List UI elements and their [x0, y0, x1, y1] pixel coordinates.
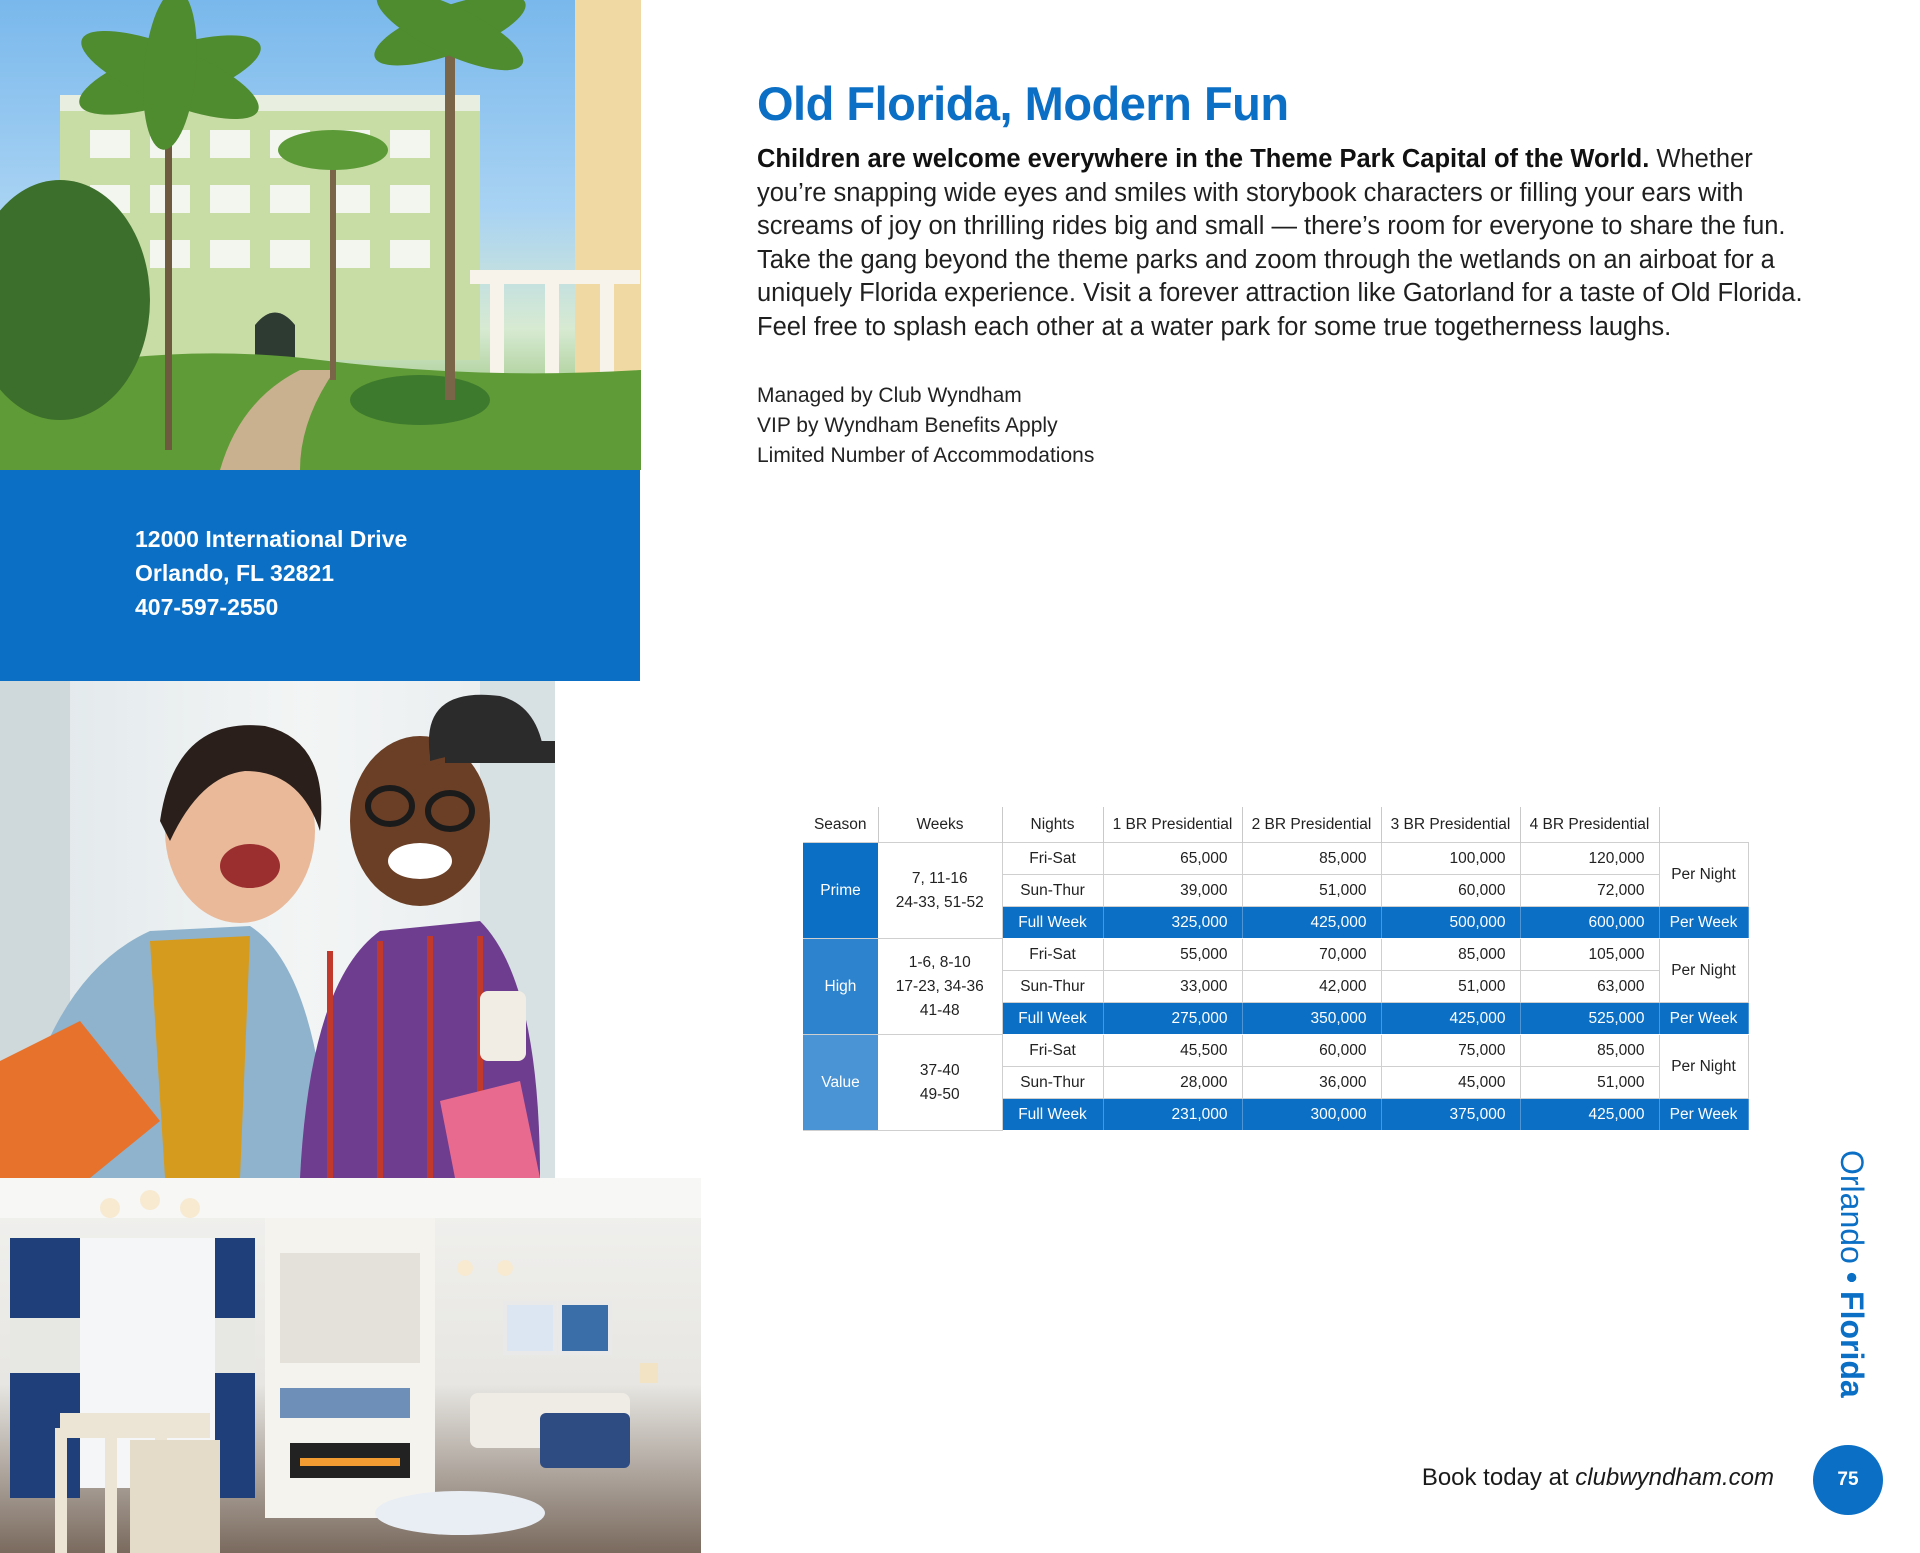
side-location-text [1833, 1150, 1870, 1398]
points-cell: 375,000 [1381, 1099, 1520, 1131]
weeks-line: 49-50 [919, 1085, 960, 1103]
nights-cell: Sun-Thur [1002, 971, 1103, 1003]
unit-per-week: Per Week [1659, 1099, 1748, 1131]
points-cell: 42,000 [1242, 971, 1381, 1003]
points-cell: 72,000 [1520, 875, 1659, 907]
weeks-line: 41-48 [919, 1001, 960, 1019]
nights-cell: Fri-Sat [1002, 1035, 1103, 1067]
points-cell: 33,000 [1103, 971, 1242, 1003]
side-separator: • [1834, 1271, 1870, 1284]
unit-per-week: Per Week [1659, 1003, 1748, 1035]
nights-cell: Full Week [1002, 907, 1103, 939]
points-cell: 600,000 [1520, 907, 1659, 939]
points-cell: 65,000 [1103, 843, 1242, 875]
table-row [803, 1035, 1748, 1067]
couple-illustration [0, 681, 555, 1178]
address-phone[interactable]: 407-597-2550 [135, 594, 279, 620]
nights-cell: Sun-Thur [1002, 875, 1103, 907]
points-cell: 425,000 [1381, 1003, 1520, 1035]
points-cell: 28,000 [1103, 1067, 1242, 1099]
footer-booking-text [1422, 1464, 1774, 1492]
footer-website-link[interactable]: clubwyndham.com [1575, 1464, 1774, 1491]
table-row [803, 939, 1748, 971]
header-unit [1659, 807, 1748, 843]
points-cell: 63,000 [1520, 971, 1659, 1003]
points-cell: 60,000 [1242, 1035, 1381, 1067]
points-cell: 275,000 [1103, 1003, 1242, 1035]
address-city: Orlando, FL 32821 [135, 560, 334, 586]
points-cell: 60,000 [1381, 875, 1520, 907]
weeks-high [878, 939, 1002, 1035]
points-cell: 425,000 [1242, 907, 1381, 939]
intro-body: Whether you’re snapping wide eyes and smiles with storybook characters or filling your ears with screams of joy on thrilling rides big and small — there’s room for everyone to share the fun. Take the gang beyond the theme parks and zoom through the wetlands on an airboat for a uniquely Florida experience. Visit a forever attraction like Gatorland for a taste of Old Florida. Feel free to splash each other at a water park for some true togetherness laughs. [757, 145, 1803, 341]
points-cell: 51,000 [1242, 875, 1381, 907]
season-prime: Prime [803, 843, 878, 939]
weeks-line: 17-23, 34-36 [895, 977, 984, 995]
points-cell: 350,000 [1242, 1003, 1381, 1035]
points-cell: 231,000 [1103, 1099, 1242, 1131]
points-cell: 525,000 [1520, 1003, 1659, 1035]
resort-exterior-photo [0, 0, 641, 470]
address-street: 12000 International Drive [135, 526, 408, 552]
points-cell: 55,000 [1103, 939, 1242, 971]
unit-per-week: Per Week [1659, 907, 1748, 939]
meta-vip-benefits: VIP by Wyndham Benefits Apply [757, 414, 1058, 437]
suite-interior-photo [0, 1178, 701, 1553]
points-rate-table [803, 807, 1749, 1131]
points-cell: 70,000 [1242, 939, 1381, 971]
points-cell: 45,500 [1103, 1035, 1242, 1067]
season-value: Value [803, 1035, 878, 1131]
points-cell: 51,000 [1520, 1067, 1659, 1099]
points-cell: 51,000 [1381, 971, 1520, 1003]
header-1br: 1 BR Presidential [1103, 807, 1242, 843]
page-number-badge [1813, 1445, 1883, 1515]
weeks-line: 1-6, 8-10 [908, 953, 971, 971]
points-cell: 36,000 [1242, 1067, 1381, 1099]
weeks-line: 37-40 [919, 1061, 960, 1079]
points-cell: 120,000 [1520, 843, 1659, 875]
points-cell: 85,000 [1381, 939, 1520, 971]
points-cell: 325,000 [1103, 907, 1242, 939]
weeks-value [878, 1035, 1002, 1131]
meta-managed-by: Managed by Club Wyndham [757, 384, 1022, 407]
intro-lead: Children are welcome everywhere in the Theme Park Capital of the World. [757, 145, 1650, 173]
weeks-line: 24-33, 51-52 [895, 893, 984, 911]
side-location-label [1818, 1150, 1878, 1420]
weeks-prime [878, 843, 1002, 939]
header-2br: 2 BR Presidential [1242, 807, 1381, 843]
address-panel [0, 470, 640, 681]
table-header-row [803, 807, 1748, 843]
points-cell: 500,000 [1381, 907, 1520, 939]
header-3br: 3 BR Presidential [1381, 807, 1520, 843]
points-cell: 300,000 [1242, 1099, 1381, 1131]
header-nights: Nights [1002, 807, 1103, 843]
points-cell: 100,000 [1381, 843, 1520, 875]
side-city: Orlando [1834, 1150, 1870, 1264]
nights-cell: Full Week [1002, 1099, 1103, 1131]
couple-shopping-photo [0, 681, 555, 1178]
points-cell: 85,000 [1520, 1035, 1659, 1067]
points-cell: 45,000 [1381, 1067, 1520, 1099]
unit-per-night: Per Night [1659, 843, 1748, 907]
nights-cell: Sun-Thur [1002, 1067, 1103, 1099]
meta-limited-accommodations: Limited Number of Accommodations [757, 444, 1095, 467]
unit-per-night: Per Night [1659, 1035, 1748, 1099]
points-cell: 75,000 [1381, 1035, 1520, 1067]
resort-exterior-illustration [0, 0, 641, 470]
weeks-line: 7, 11-16 [911, 869, 968, 887]
nights-cell: Fri-Sat [1002, 939, 1103, 971]
table-row [803, 843, 1748, 875]
page-number: 75 [1837, 1469, 1859, 1490]
header-weeks: Weeks [878, 807, 1002, 843]
points-cell: 105,000 [1520, 939, 1659, 971]
nights-cell: Full Week [1002, 1003, 1103, 1035]
season-high: High [803, 939, 878, 1035]
page-title: Old Florida, Modern Fun [757, 77, 1289, 130]
side-state: Florida [1834, 1291, 1870, 1398]
points-cell: 85,000 [1242, 843, 1381, 875]
unit-per-night: Per Night [1659, 939, 1748, 1003]
points-cell: 39,000 [1103, 875, 1242, 907]
suite-interior-illustration [0, 1178, 701, 1553]
nights-cell: Fri-Sat [1002, 843, 1103, 875]
intro-paragraph [757, 143, 1822, 344]
header-4br: 4 BR Presidential [1520, 807, 1659, 843]
header-season: Season [803, 807, 878, 843]
points-cell: 425,000 [1520, 1099, 1659, 1131]
footer-prefix: Book today at [1421, 1464, 1576, 1491]
